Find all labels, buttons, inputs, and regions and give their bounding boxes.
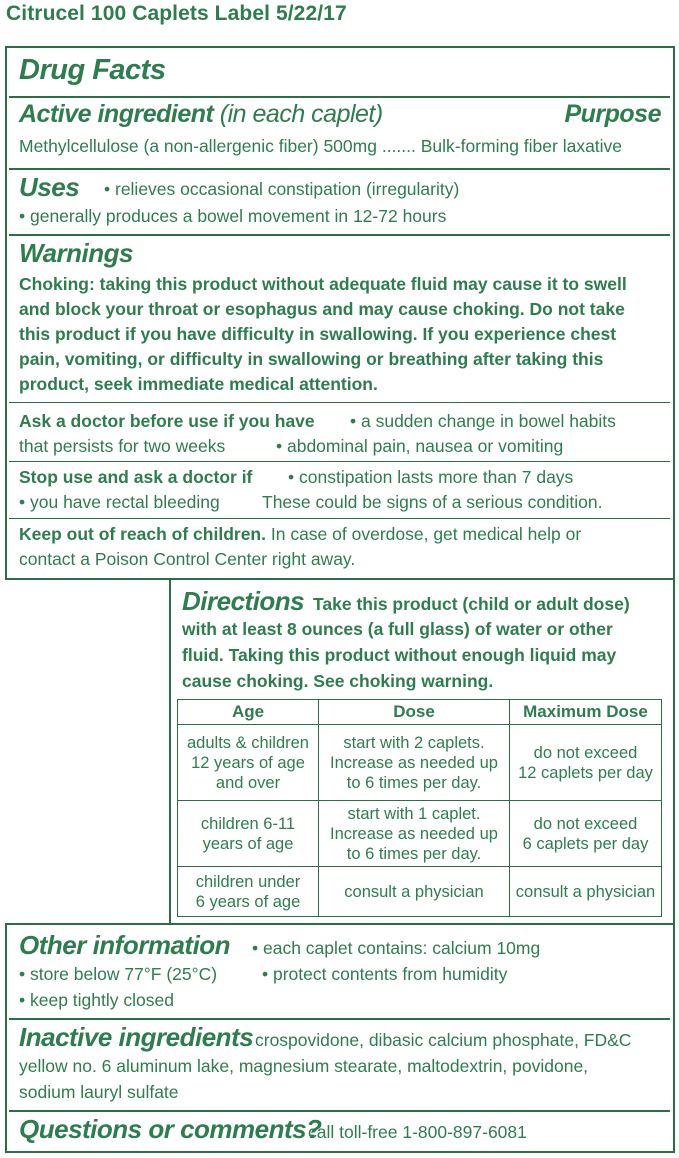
ask-doctor-divider	[9, 402, 670, 403]
cell-line: children under	[195, 872, 301, 891]
ask-doctor-item-2: • abdominal pain, nausea or vomiting	[276, 436, 564, 456]
cell-line: years of age	[202, 834, 294, 853]
choking-warning-line-1: Choking: taking this product without adequate fluid may cause it to swell	[19, 274, 627, 294]
cell-line: 12 years of age	[191, 753, 305, 772]
keep-out-line-1	[19, 522, 581, 546]
questions-section	[9, 1110, 670, 1112]
inactive-ingredients-line-2: yellow no. 6 aluminum lake, magnesium stearate, maltodextrin, povidone,	[19, 1056, 589, 1076]
active-ingredient-section	[9, 96, 670, 98]
active-ingredient-heading-row	[19, 100, 383, 129]
stop-use-divider	[9, 461, 670, 462]
cell-line: do not exceed	[533, 743, 638, 762]
uses-item-2: • generally produces a bowel movement in 12-72 hours	[19, 206, 447, 226]
table-cell-max-dose	[510, 801, 662, 867]
cell-line: 6 years of age	[195, 892, 301, 911]
other-info-heading: Other information	[19, 930, 231, 960]
other-info-item-3: • protect contents from humidity	[262, 964, 508, 984]
ask-doctor-label: Ask a doctor before use if you have	[19, 411, 315, 431]
table-cell-age	[178, 725, 319, 801]
inactive-ingredients-line-1: crospovidone, dibasic calcium phosphate, FD&C	[255, 1030, 632, 1050]
table-header-age: Age	[178, 700, 319, 725]
choking-warning-line-3: this product if you have difficulty in swallowing. If you experience chest	[19, 324, 617, 344]
table-cell-age	[178, 801, 319, 867]
questions-heading: Questions or comments?	[19, 1114, 322, 1144]
cell-line: start with 2 caplets.	[343, 733, 485, 752]
cell-line: children 6-11	[200, 814, 296, 833]
label-title: Citrucel 100 Caplets Label 5/22/17	[6, 2, 347, 25]
table-header-dose: Dose	[319, 700, 510, 725]
cell-line: adults & children	[187, 733, 309, 752]
other-info-item-4: • keep tightly closed	[19, 990, 174, 1010]
dosage-table-header-row	[178, 700, 662, 725]
stop-use-label: Stop use and ask a doctor if	[19, 467, 253, 487]
table-row	[178, 867, 662, 917]
choking-warning-line-4: pain, vomiting, or difficulty in swallowing or breathing after taking this	[19, 349, 604, 369]
directions-line-3: fluid. Taking this product without enough liquid may	[182, 645, 617, 665]
keep-out-rest: In case of overdose, get medical help or	[270, 524, 582, 544]
inactive-ingredients-heading: Inactive ingredients	[19, 1022, 254, 1052]
keep-out-divider	[9, 518, 670, 519]
directions-line-1: Take this product (child or adult dose)	[313, 594, 630, 614]
stop-use-note: These could be signs of a serious condition.	[262, 492, 603, 512]
table-cell-max-dose	[510, 867, 662, 917]
stop-use-item-1: • constipation lasts more than 7 days	[288, 467, 574, 487]
table-cell-dose	[319, 725, 510, 801]
drug-facts-heading: Drug Facts	[19, 54, 166, 86]
other-info-item-2: • store below 77°F (25°C)	[19, 964, 218, 984]
ask-doctor-continuation: that persists for two weeks	[19, 436, 226, 456]
warnings-section	[9, 234, 670, 236]
uses-heading: Uses	[19, 172, 80, 202]
table-cell-age	[178, 867, 319, 917]
cell-line: 6 caplets per day	[522, 834, 649, 853]
cell-line: to 6 times per day.	[346, 773, 482, 792]
active-ingredient-qualifier: (in each caplet)	[219, 100, 383, 128]
table-row	[178, 801, 662, 867]
choking-warning-line-2: and block your throat or esophagus and may cause choking. Do not take	[19, 299, 625, 319]
cell-line: Increase as needed up	[330, 824, 498, 843]
questions-phone: call toll-free 1-800-897-6081	[308, 1122, 527, 1142]
cell-line: to 6 times per day.	[346, 844, 482, 863]
table-header-max-dose: Maximum Dose	[510, 700, 662, 725]
active-ingredient-line: Methylcellulose (a non-allergenic fiber) 500mg ....... Bulk-forming fiber laxative	[19, 136, 623, 156]
keep-out-line-2: contact a Poison Control Center right away.	[19, 549, 356, 569]
cell-line: consult a physician	[515, 882, 656, 901]
stop-use-item-2: • you have rectal bleeding	[19, 492, 220, 512]
inactive-ingredients-line-3: sodium lauryl sulfate	[19, 1082, 179, 1102]
directions-line-4: cause choking. See choking warning.	[182, 671, 494, 691]
inactive-ingredients-section	[9, 1018, 670, 1020]
other-info-item-1: • each caplet contains: calcium 10mg	[252, 938, 541, 958]
warnings-heading: Warnings	[19, 238, 133, 268]
ask-doctor-item-1: • a sudden change in bowel habits	[350, 411, 616, 431]
cell-line: start with 1 caplet.	[347, 804, 481, 823]
table-cell-max-dose	[510, 725, 662, 801]
cell-line: do not exceed	[533, 814, 638, 833]
active-ingredient-heading: Active ingredient	[19, 100, 214, 128]
cell-line: Increase as needed up	[330, 753, 498, 772]
table-cell-dose	[319, 801, 510, 867]
dosage-table	[177, 699, 662, 917]
directions-heading: Directions	[182, 586, 305, 616]
cell-line: consult a physician	[344, 882, 484, 901]
choking-warning-line-5: product, seek immediate medical attention.	[19, 374, 378, 394]
table-cell-dose	[319, 867, 510, 917]
keep-out-label: Keep out of reach of children.	[19, 524, 266, 544]
uses-item-1: • relieves occasional constipation (irregularity)	[104, 179, 460, 199]
purpose-heading: Purpose	[564, 100, 661, 128]
cell-line: 12 caplets per day	[518, 763, 653, 782]
directions-line-2: with at least 8 ounces (a full glass) of water or other	[182, 619, 613, 639]
cell-line: and over	[215, 773, 281, 792]
uses-section	[9, 168, 670, 170]
table-row	[178, 725, 662, 801]
